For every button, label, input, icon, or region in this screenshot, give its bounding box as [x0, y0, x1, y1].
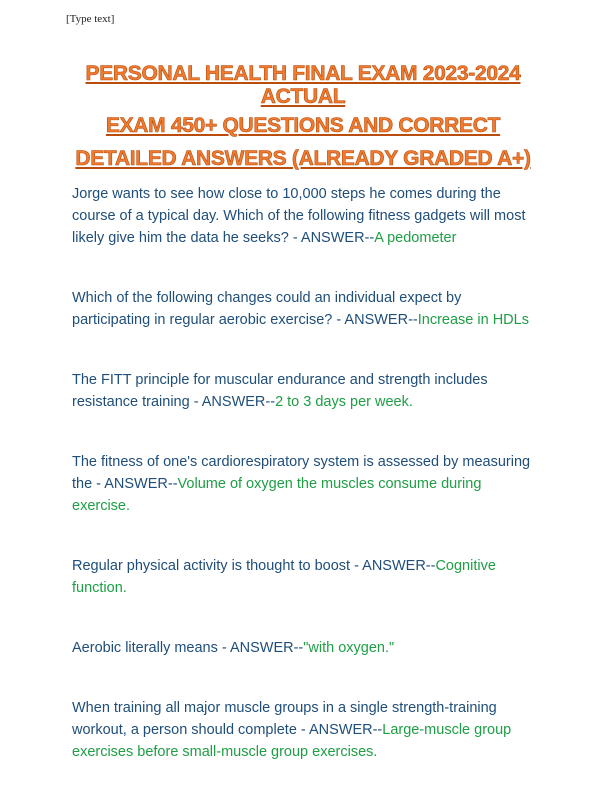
title-line-4: DETAILED ANSWERS (ALREADY GRADED A+) [75, 147, 531, 170]
answer-text: Cognitive function. [72, 558, 496, 596]
title-line-3: EXAM 450+ QUESTIONS AND CORRECT [105, 114, 501, 137]
document-title [40, 62, 566, 170]
qa-item [72, 287, 542, 331]
question-text: When training all major muscle groups in a single strength-training workout, a person should complete - ANSWER-- [72, 700, 497, 738]
answer-text: Large-muscle group exercises before small-muscle group exercises. [72, 722, 512, 760]
answer-text: Increase in HDLs [417, 312, 529, 328]
answer-text: Volume of oxygen the muscles consume during exercise. [72, 476, 482, 514]
qa-item [72, 697, 542, 763]
qa-item [72, 369, 542, 413]
answer-text: 2 to 3 days per week. [275, 394, 413, 410]
question-text: The fitness of one's cardiorespiratory system is assessed by measuring the - ANSWER-- [72, 454, 531, 492]
answer-text: A pedometer [374, 230, 457, 246]
qa-list [72, 183, 542, 763]
question-text: Which of the following changes could an individual expect by participating in regular aerobic exercise? - ANSWER-- [72, 290, 462, 328]
page-header-placeholder: [Type text] [66, 13, 115, 25]
question-text: Jorge wants to see how close to 10,000 steps he comes during the course of a typical day. Which of the following fitness gadgets will most likely give him the data he seeks? - ANSWER-- [72, 186, 526, 246]
qa-item [72, 451, 542, 517]
question-text: The FITT principle for muscular endurance and strength includes resistance training - ANSWER-- [72, 372, 488, 410]
title-line-2: ACTUAL [260, 85, 346, 108]
qa-item [72, 555, 542, 599]
question-text: Regular physical activity is thought to boost - ANSWER-- [72, 558, 436, 574]
question-text: Aerobic literally means - ANSWER-- [72, 640, 304, 656]
qa-item [72, 183, 542, 249]
title-line-1: PERSONAL HEALTH FINAL EXAM 2023-2024 [85, 62, 521, 85]
answer-text: "with oxygen." [303, 640, 395, 656]
qa-item [72, 637, 542, 659]
